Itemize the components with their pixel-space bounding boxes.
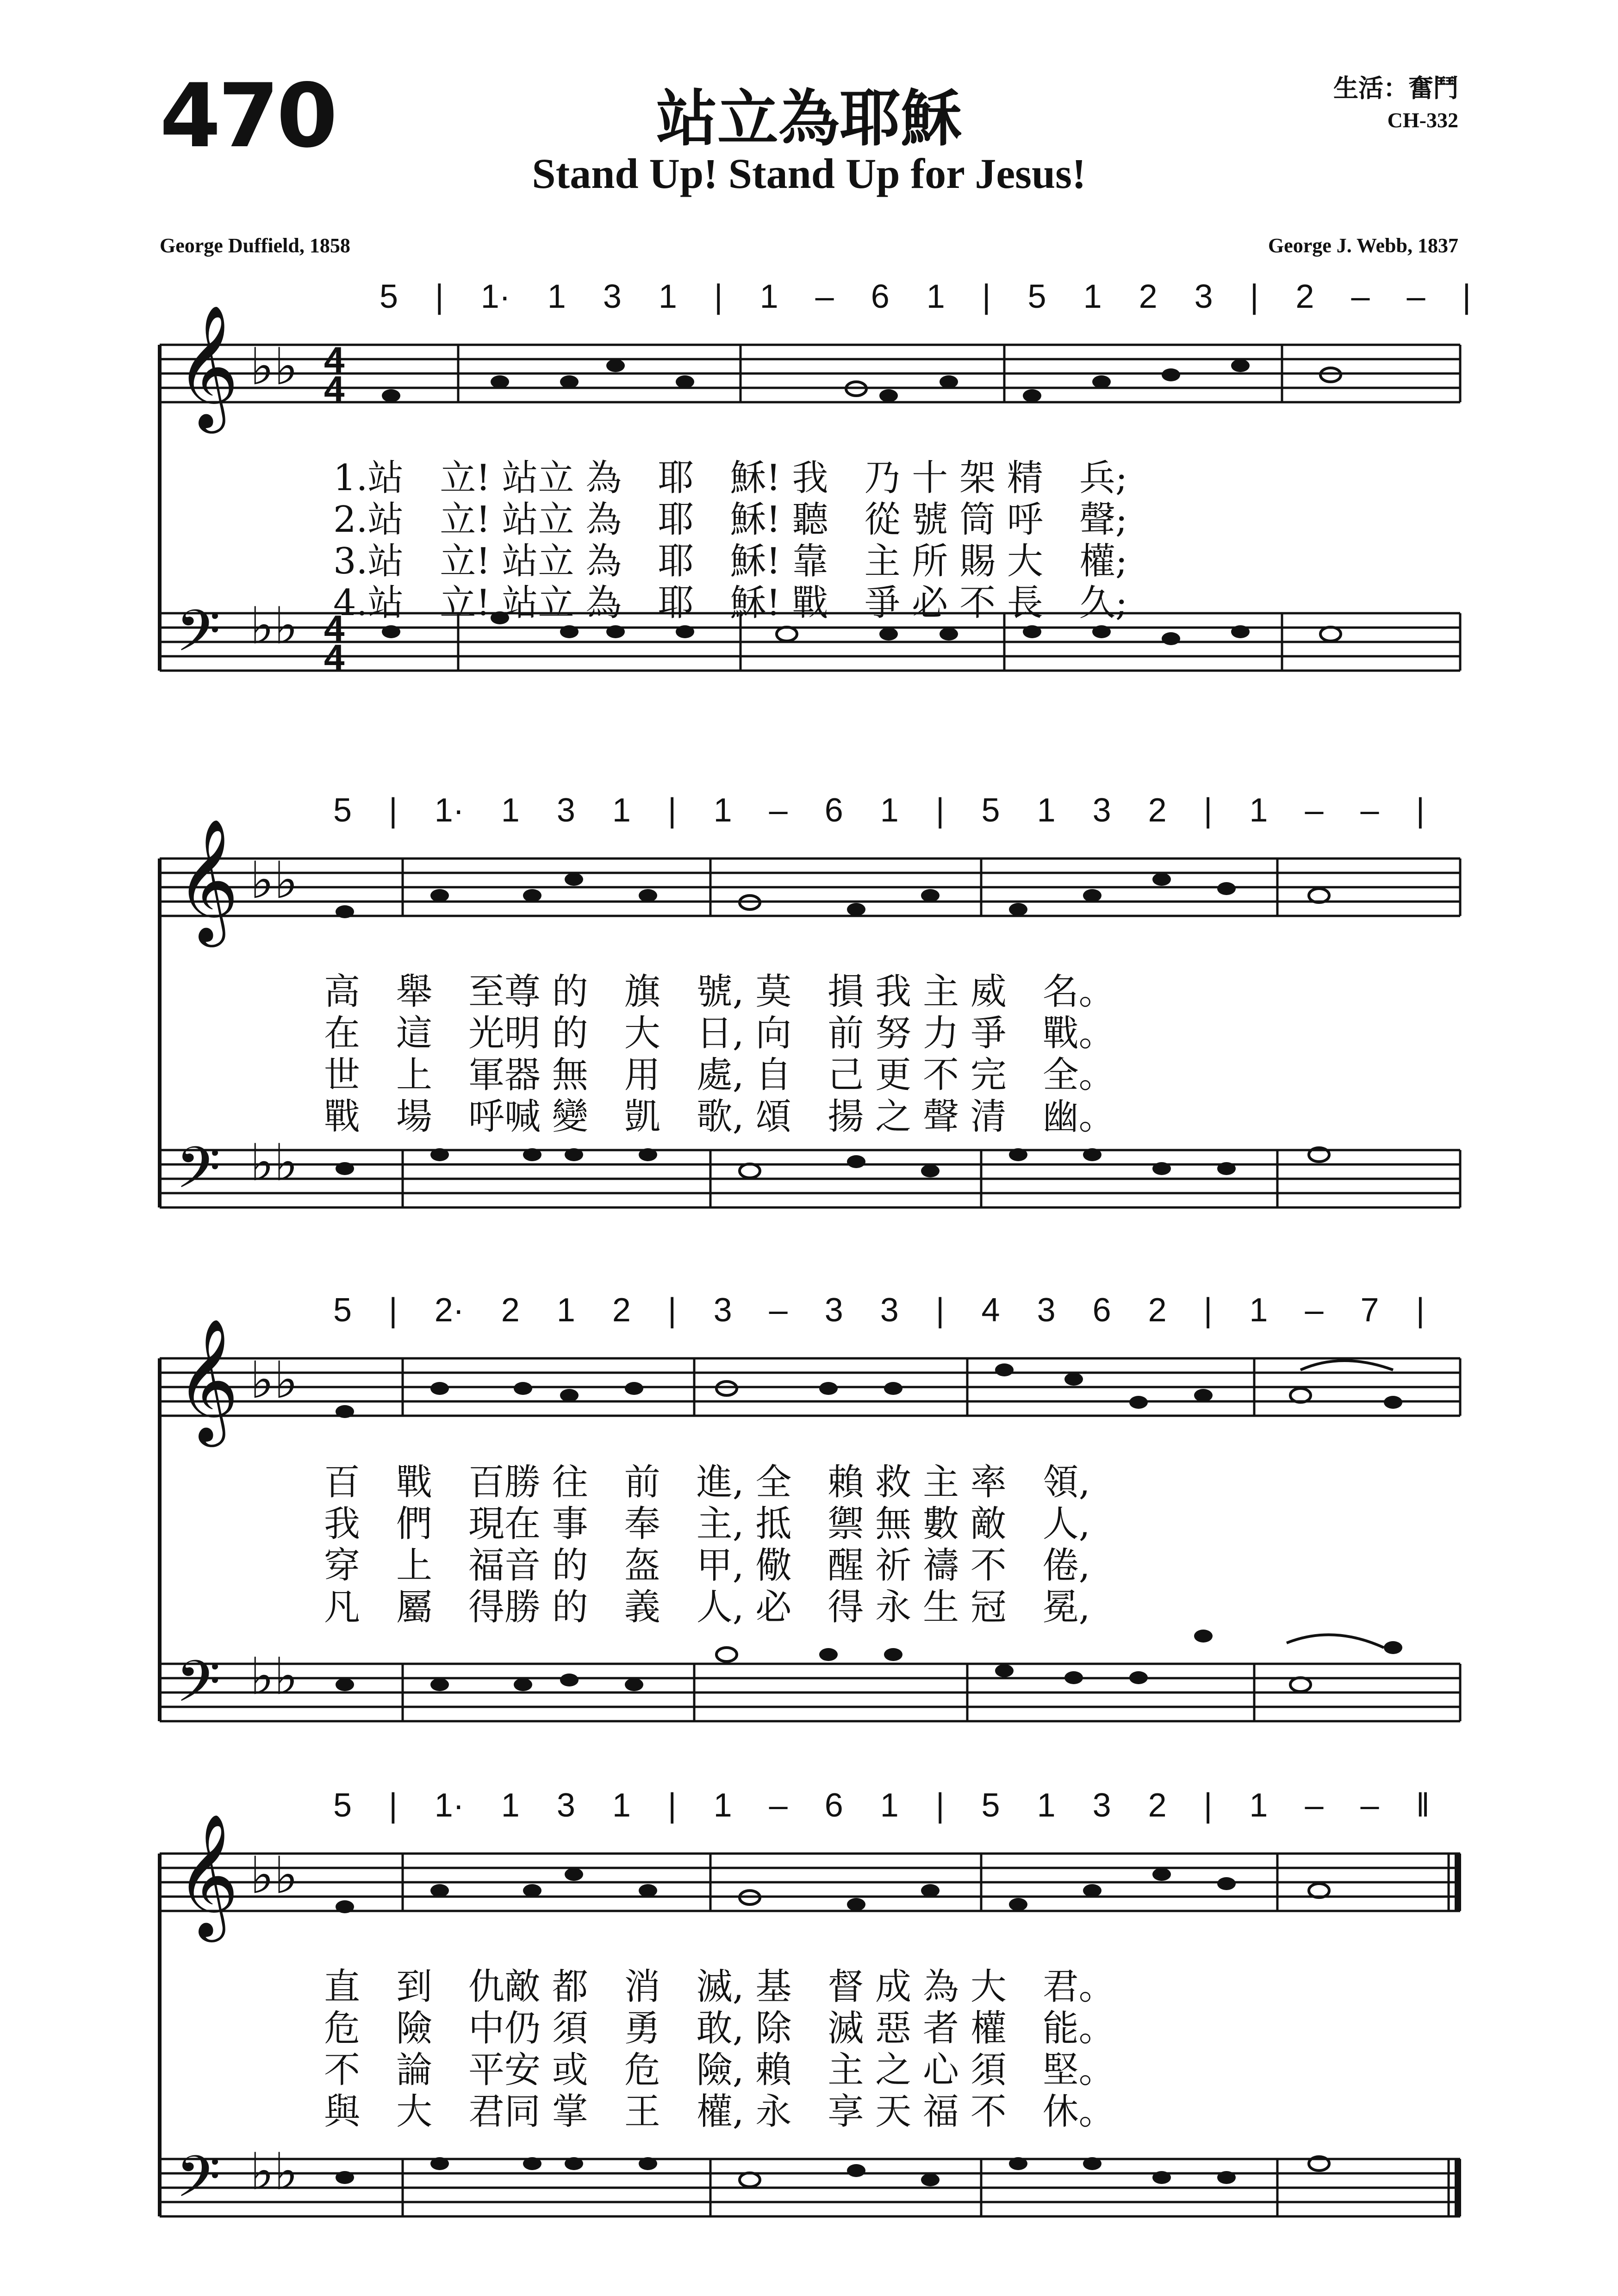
lyric-line-1-3: 3.站 立! 站立 為 耶 穌! 靠 主 所 賜 大 權; xyxy=(333,541,1128,582)
svg-text:𝄢: 𝄢 xyxy=(176,1136,221,1213)
svg-text:4: 4 xyxy=(324,608,345,649)
svg-text:♭♭: ♭♭ xyxy=(250,338,298,395)
category-label: 生活：奮鬥 xyxy=(1333,73,1458,103)
title-chinese: 站立為耶穌 xyxy=(656,83,962,155)
hymn-number: 470 xyxy=(160,65,335,167)
lyric-line-3-2: 我 們 現在 事 奉 主, 抵 禦 無 數 敵 人, xyxy=(324,1503,1090,1545)
lyric-line-2-2: 在 這 光明 的 大 日, 向 前 努 力 爭 戰。 xyxy=(324,1013,1115,1054)
svg-text:♭♭: ♭♭ xyxy=(250,597,298,654)
lyric-line-2-4: 戰 場 呼喊 變 凱 歌, 頌 揚 之 聲 清 幽。 xyxy=(324,1096,1115,1138)
svg-text:♭♭: ♭♭ xyxy=(250,852,298,909)
svg-text:♭♭: ♭♭ xyxy=(250,2143,298,2200)
svg-text:♭♭: ♭♭ xyxy=(250,1352,298,1409)
svg-text:𝄢: 𝄢 xyxy=(176,2145,221,2222)
category-block xyxy=(1333,72,1458,137)
lyric-line-4-2: 危 險 中仍 須 勇 敢, 除 滅 惡 者 權 能。 xyxy=(324,2008,1115,2049)
music-system-1 xyxy=(0,264,1618,750)
music-system-4 xyxy=(0,1773,1618,2282)
svg-text:𝄢: 𝄢 xyxy=(176,1649,221,1727)
bass-clef-icon: 𝄢 xyxy=(176,599,221,677)
lyric-line-4-1: 直 到 仇敵 都 消 滅, 基 督 成 為 大 君。 xyxy=(324,1966,1115,2008)
lyric-line-3-4: 凡 屬 得勝 的 義 人, 必 得 永 生 冠 冕, xyxy=(324,1587,1090,1628)
hymn-code: CH-332 xyxy=(1387,108,1458,132)
title-english: Stand Up! Stand Up for Jesus! xyxy=(532,150,1086,197)
svg-text:𝄞: 𝄞 xyxy=(176,1815,239,1934)
svg-text:𝄞: 𝄞 xyxy=(176,1320,239,1439)
lyric-line-1-2: 2.站 立! 站立 為 耶 穌! 聽 從 號 筒 呼 聲; xyxy=(333,499,1128,541)
lyric-line-4-4: 與 大 君同 掌 王 權, 永 享 天 福 不 休。 xyxy=(324,2091,1115,2133)
treble-clef-icon: 𝄞 xyxy=(176,306,239,425)
music-credit: George J. Webb, 1837 xyxy=(1268,234,1458,257)
music-system-2 xyxy=(0,778,1618,1263)
svg-text:4: 4 xyxy=(324,368,345,410)
lyric-line-3-1: 百 戰 百勝 往 前 進, 全 賴 救 主 率 領, xyxy=(324,1462,1090,1503)
words-credit: George Duffield, 1858 xyxy=(160,234,350,257)
lyric-line-2-1: 高 舉 至尊 的 旗 號, 莫 損 我 主 威 名。 xyxy=(324,971,1115,1013)
lyric-line-2-3: 世 上 軍器 無 用 處, 自 己 更 不 完 全。 xyxy=(324,1054,1115,1096)
lyric-line-1-4: 4.站 立! 站立 為 耶 穌! 戰 爭 必 不 長 久; xyxy=(333,582,1128,624)
jianpu-line-1: 5 | 1· 1 3 1 | 1 – 6 1 | 5 1 2 3 | 2 – – | xyxy=(380,278,1471,315)
jianpu-line-2: 5 | 1· 1 3 1 | 1 – 6 1 | 5 1 3 2 | 1 – – | xyxy=(333,792,1425,829)
jianpu-line-3: 5 | 2· 2 1 2 | 3 – 3 3 | 4 3 6 2 | 1 – 7 | xyxy=(333,1292,1425,1329)
svg-text:♭♭: ♭♭ xyxy=(250,1134,298,1191)
lyric-line-1-1: 1.站 立! 站立 為 耶 穌! 我 乃 十 架 精 兵; xyxy=(333,457,1128,499)
jianpu-line-4: 5 | 1· 1 3 1 | 1 – 6 1 | 5 1 3 2 | 1 – – ‖ xyxy=(333,1787,1430,1824)
svg-text:4: 4 xyxy=(324,339,345,380)
music-system-3 xyxy=(0,1277,1618,1763)
lyric-line-3-3: 穿 上 福音 的 盔 甲, 儆 醒 祈 禱 不 倦, xyxy=(324,1545,1090,1587)
svg-text:♭♭: ♭♭ xyxy=(250,1847,298,1904)
lyric-line-4-3: 不 論 平安 或 危 險, 賴 主 之 心 須 堅。 xyxy=(324,2049,1115,2091)
svg-text:♭♭: ♭♭ xyxy=(250,1648,298,1705)
svg-text:𝄞: 𝄞 xyxy=(176,820,239,939)
svg-text:4: 4 xyxy=(324,637,345,678)
